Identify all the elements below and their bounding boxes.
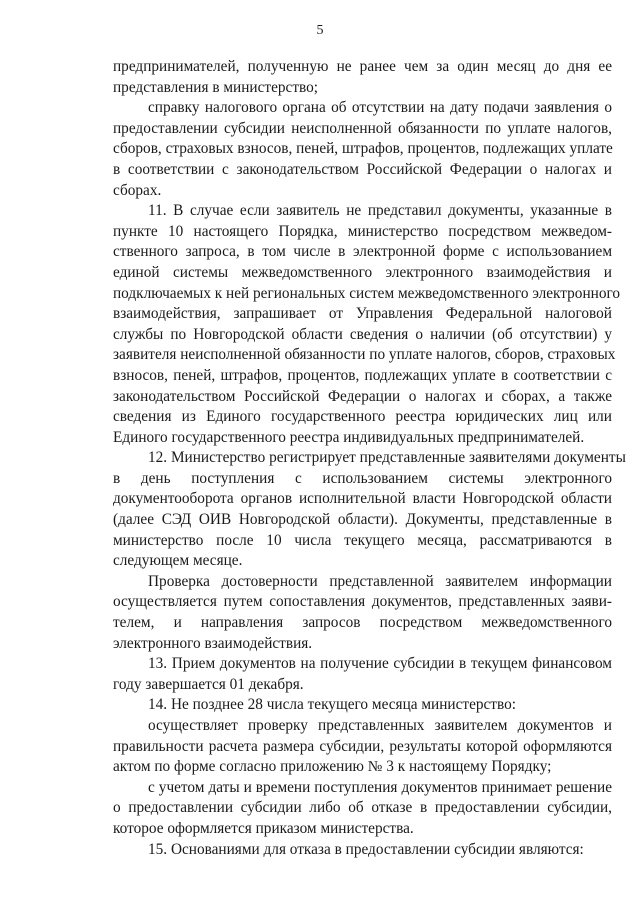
text-line: 14. Не позднее 28 числа текущего месяца министерство: xyxy=(148,696,517,714)
text-line: заявителя неисполненной обязанности по уплате налогов, сборов, страховых xyxy=(113,346,616,364)
text-line: сведения из Единого государственного реестра юридических лиц или xyxy=(113,408,612,426)
text-line: 11. В случае если заявитель не представил документы, указанные в xyxy=(148,202,612,220)
text-line: осуществляет проверку представленных заявителем документов и xyxy=(148,717,612,734)
text-line: предпринимателей, полученную не ранее чем за один месяц до дня ее xyxy=(113,58,612,75)
text-line: следующем месяце. xyxy=(113,552,243,570)
text-line: подключаемых к ней региональных систем межведомственного электронного xyxy=(113,284,621,302)
text-line: пункте 10 настоящего Порядка, министерство посредством межведом- xyxy=(113,222,612,240)
text-line: в соответствии с законодательством Российской Федерации о налогах и xyxy=(113,160,612,178)
text-line: Единого государственного реестра индивидуальных предпринимателей. xyxy=(113,428,585,446)
page-number: 5 xyxy=(316,23,324,38)
text-line: в день поступления с использованием системы электронного xyxy=(113,469,612,487)
text-line: законодательством Российской Федерации о налогах и сборах, а также xyxy=(113,387,612,405)
text-line: представления в министерство; xyxy=(113,78,319,96)
text-line: 15. Основаниями для отказа в предоставлении субсидии являются: xyxy=(148,840,584,858)
document-body xyxy=(113,57,626,860)
text-line: сборах. xyxy=(113,181,162,199)
text-line: Проверка достоверности представленной заявителем информации xyxy=(148,572,612,590)
text-line: актом по форме согласно приложению № 3 к настоящему Порядку; xyxy=(113,758,552,776)
text-line: взносов, пеней, штрафов, процентов, подлежащих уплате в соответствии с xyxy=(113,366,612,384)
text-line: телем, и направления запросов посредством межведомственного xyxy=(113,614,612,632)
text-line: взаимодействия, запрашивает от Управления Федеральной налоговой xyxy=(113,305,612,323)
text-line: о предоставлении субсидии либо об отказе в предоставлении субсидии, xyxy=(113,799,612,817)
text-line: ственного запроса, в том числе в электронной форме с использованием xyxy=(113,243,612,261)
text-line: правильности расчета размера субсидии, результаты которой оформляются xyxy=(113,737,612,755)
text-line: предоставлении субсидии неисполненной обязанности по уплате налогов, xyxy=(113,119,612,137)
text-line: осуществляется путем сопоставления документов, представленных заяви- xyxy=(113,593,612,611)
text-line: 13. Прием документов на получение субсидии в текущем финансовом xyxy=(148,655,612,673)
text-line: 12. Министерство регистрирует представленные заявителями документы xyxy=(148,449,626,467)
text-line: электронного взаимодействия. xyxy=(113,634,313,652)
text-line: министерство после 10 числа текущего месяца, рассматриваются в xyxy=(113,531,612,549)
text-line: службы по Новгородской области сведения о наличии (об отсутствии) у xyxy=(113,325,612,343)
text-line: (далее СЭД ОИВ Новгородской области). Документы, представленные в xyxy=(113,511,612,529)
text-line: которое оформляется приказом министерства. xyxy=(113,819,414,837)
text-line: единой системы межведомственного электронного взаимодействия и xyxy=(113,263,612,281)
text-line: справку налогового органа об отсутствии на дату подачи заявления о xyxy=(148,99,612,117)
text-line: году завершается 01 декабря. xyxy=(113,675,304,693)
text-line: с учетом даты и времени поступления документов принимает решение xyxy=(148,778,612,796)
text-line: документооборота органов исполнительной власти Новгородской области xyxy=(113,490,612,508)
text-line: сборов, страховых взносов, пеней, штрафов, процентов, подлежащих уплате xyxy=(113,140,613,158)
